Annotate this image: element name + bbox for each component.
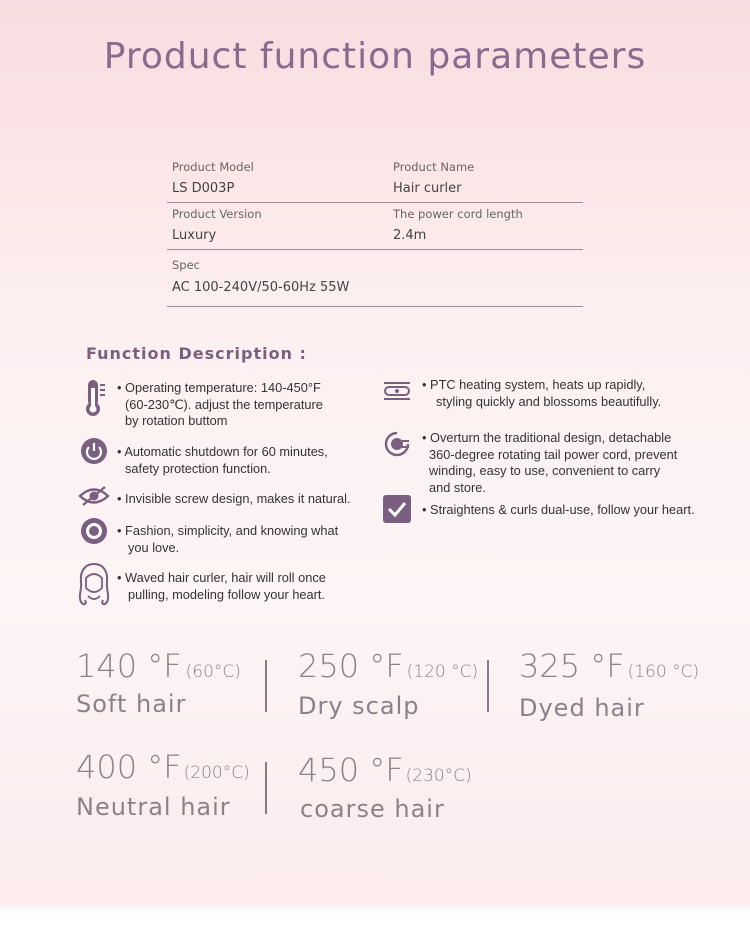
divider (265, 762, 267, 814)
param-row-spec (167, 250, 583, 307)
temp-250-name: Dry scalp (298, 692, 420, 720)
divider (487, 660, 489, 712)
heater-icon (382, 380, 412, 402)
target-icon (80, 517, 108, 545)
power-icon (80, 437, 108, 465)
feature-dual-use: • Straightens & curls dual-use, follow your heart. (422, 502, 695, 517)
product-model-label: Product Model (172, 160, 254, 174)
function-description-title: Function Description : (86, 344, 307, 363)
feature-temperature: • Operating temperature: 140-450°F (60-230℃). adjust the temperature by rotation buttom (117, 380, 323, 428)
divider (265, 660, 267, 712)
temp-250: 250 °F (120 °C) (298, 647, 479, 685)
temp-325-name: Dyed hair (519, 694, 645, 722)
feature-invisible-screw: • Invisible screw design, makes it natural. (117, 491, 351, 506)
feature-ptc-heating: • PTC heating system, heats up rapidly, styling quickly and blossoms beautifully. (422, 377, 662, 409)
product-name-label: Product Name (393, 160, 475, 174)
temp-140-name: Soft hair (76, 690, 187, 718)
param-row-model (167, 156, 583, 203)
feature-auto-shutdown: • Automatic shutdown for 60 minutes, safety protection function. (117, 444, 328, 476)
product-version-value: Luxury (172, 228, 217, 243)
temp-450: 450 °F (230°C) (298, 751, 472, 789)
thermometer-icon (80, 378, 108, 418)
feature-waved-curler: • Waved hair curler, hair will roll once pulling, modeling follow your heart. (117, 570, 326, 602)
product-version-label: Product Version (172, 207, 262, 221)
power-cord-label: The power cord length (393, 207, 523, 221)
eye-slash-icon (78, 485, 110, 507)
parameter-table (167, 156, 583, 307)
feature-fashion: • Fashion, simplicity, and knowing what you love. (117, 523, 339, 555)
temp-400: 400 °F (200°C) (76, 748, 250, 786)
param-row-version (167, 203, 583, 250)
power-cord-value: 2.4m (393, 228, 427, 243)
feature-power-cord: • Overturn the traditional design, detachable 360-degree rotating tail power cord, prevent winding, easy to use, convenient to carry and store. (422, 430, 678, 495)
spec-value: AC 100-240V/50-60Hz 55W (172, 280, 350, 295)
woman-hair-icon (75, 560, 113, 608)
temp-325: 325 °F (160 °C) (519, 647, 700, 685)
checkbox-icon (382, 494, 412, 524)
temp-400-name: Neutral hair (76, 793, 231, 821)
temp-450-name: coarse hair (300, 795, 445, 823)
temp-140: 140 °F (60°C) (76, 647, 241, 685)
product-model-value: LS D003P (172, 181, 235, 196)
plug-icon (382, 428, 412, 460)
product-name-value: Hair curler (393, 181, 462, 196)
page-title: Product function parameters (103, 36, 647, 77)
spec-label: Spec (172, 258, 200, 272)
